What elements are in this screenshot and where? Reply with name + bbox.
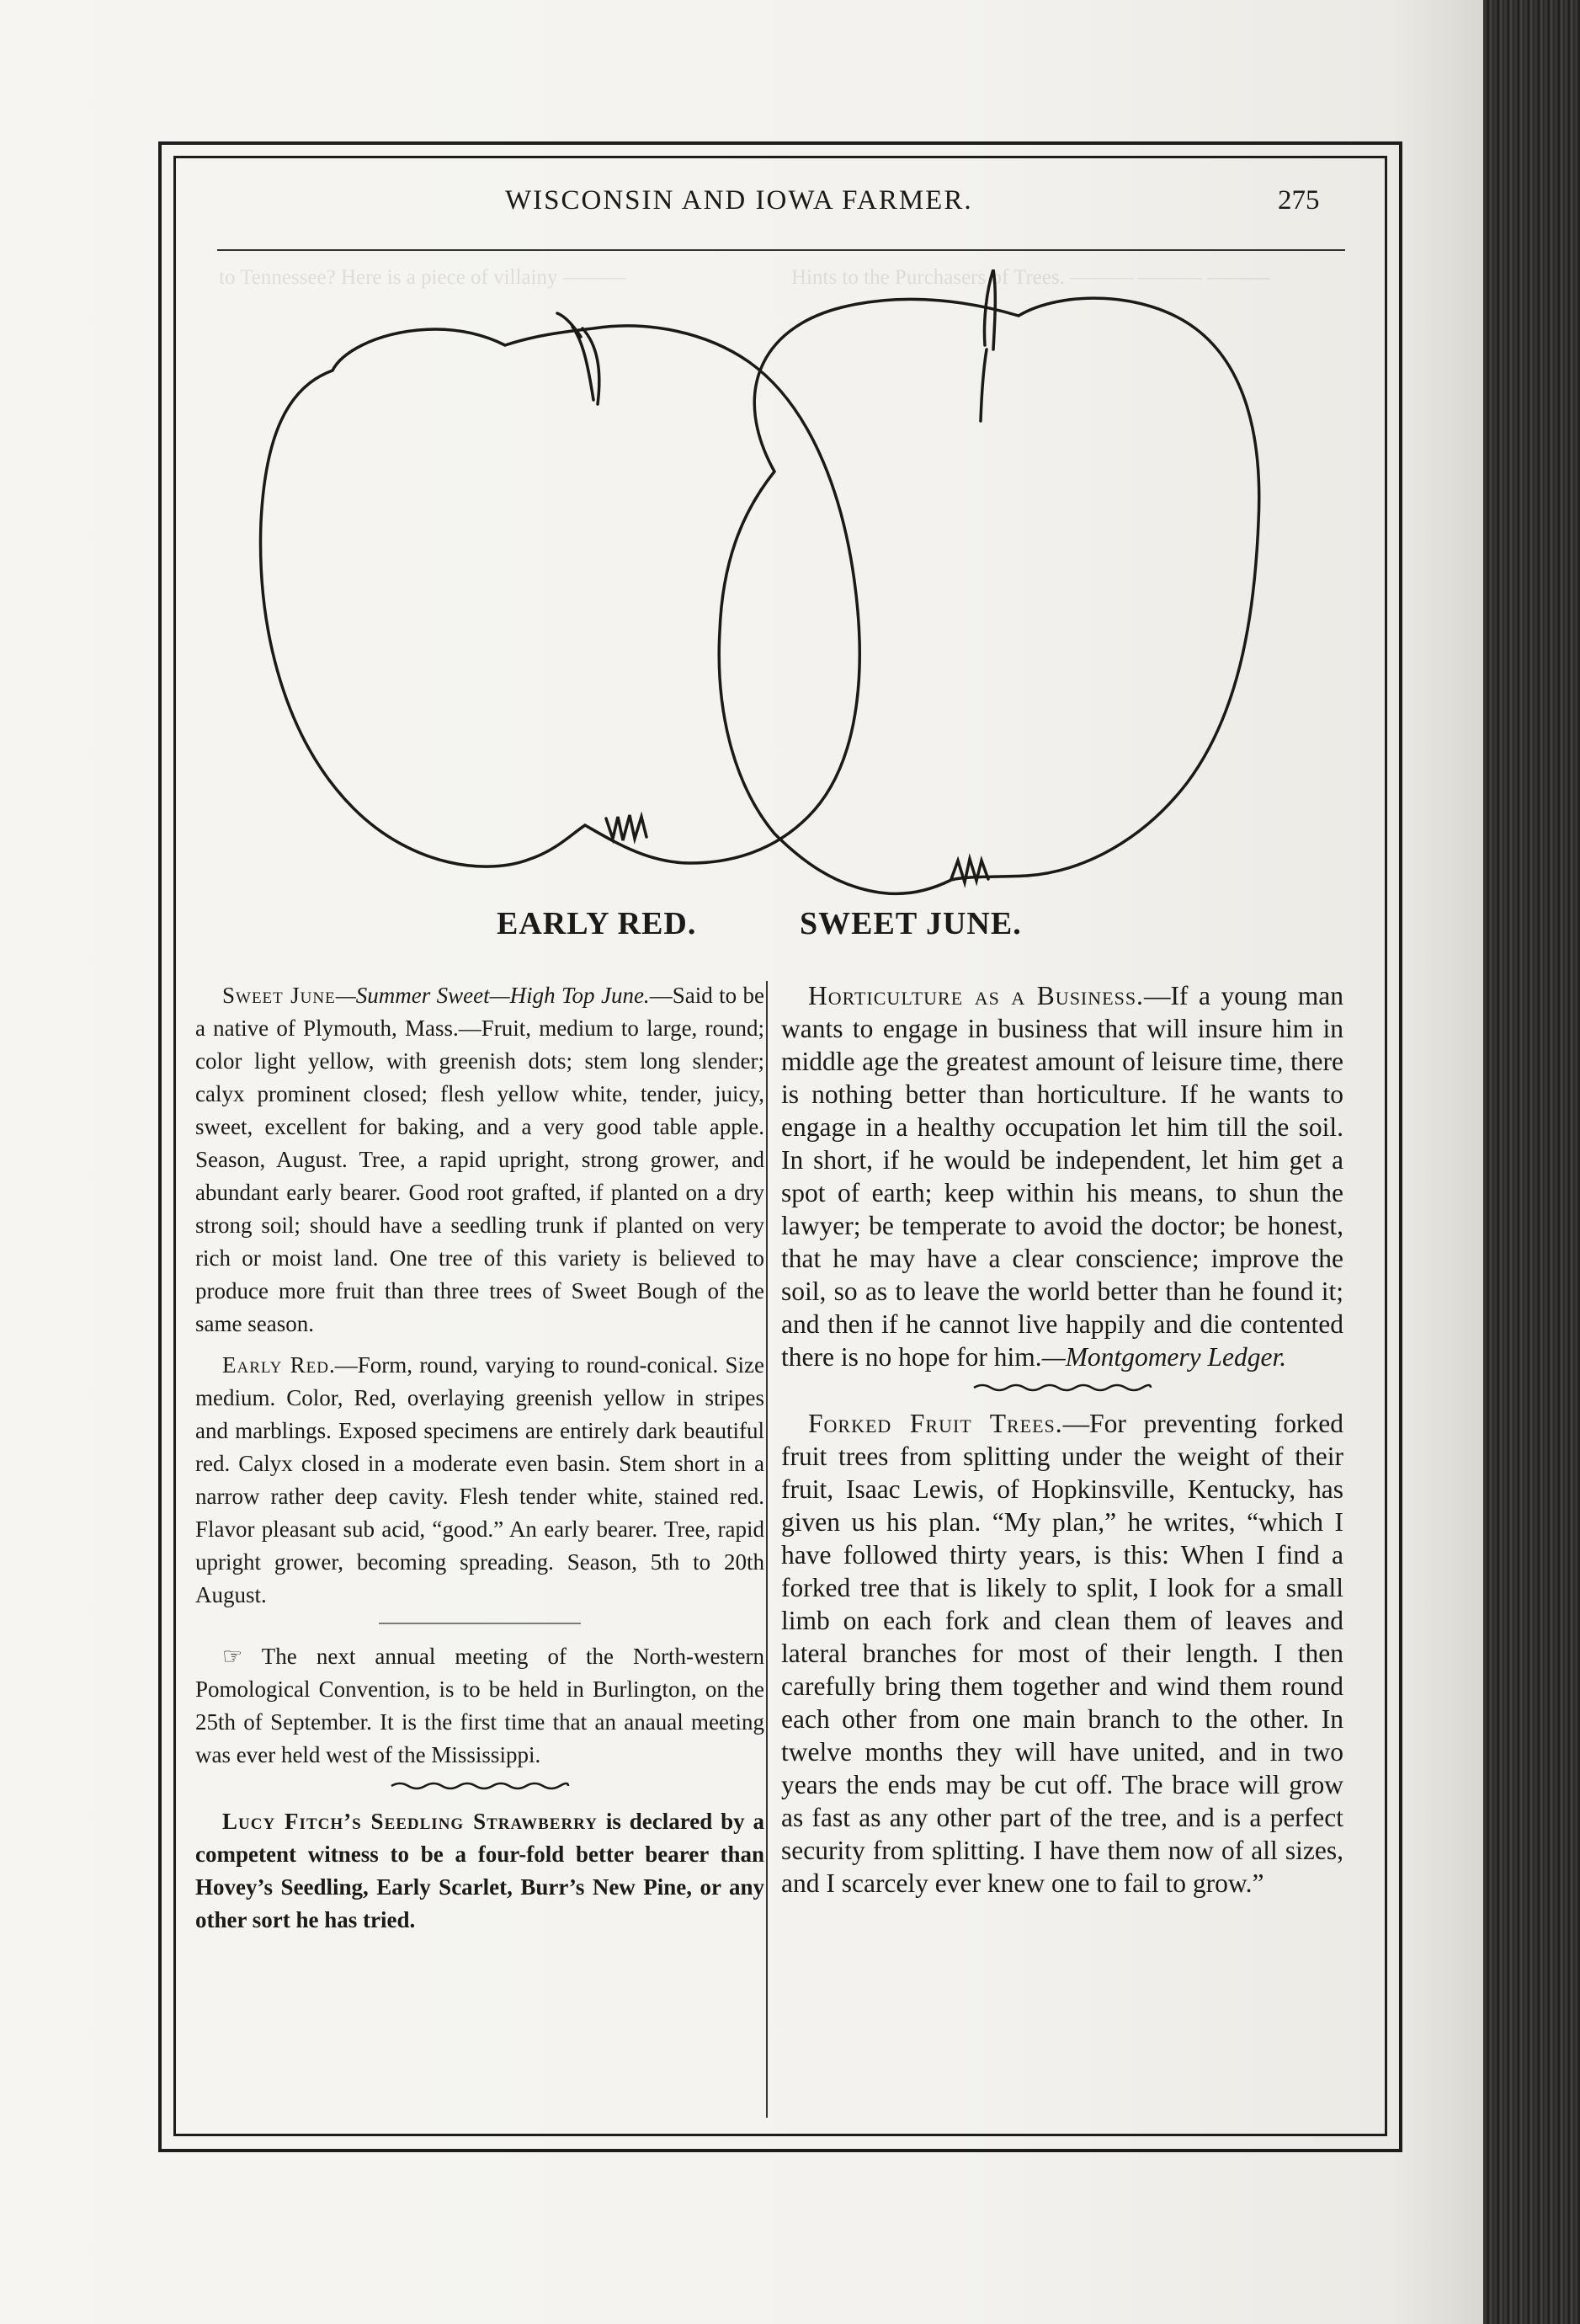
sweet-june-synonyms: —Summer Sweet—High Top June. [335,983,650,1008]
caption-early-red: EARLY RED. [497,906,697,941]
page-number: 275 [1278,185,1320,216]
wavy-divider [387,1780,572,1792]
forked-trees-lead: Forked Fruit Trees. [808,1409,1063,1438]
running-title: WISCONSIN AND IOWA FARMER. [505,185,973,216]
sweet-june-lead: Sweet June [222,983,336,1008]
early-red-calyx [606,815,646,840]
forked-trees-paragraph [781,1407,1343,1900]
strawberry-body: is declared by a competent witness to be a four-fold better bearer than Hovey’s Seedling, Early Scarlet, Burr’s New Pine, or any other sort he has tried. [195,1809,764,1932]
early-red-paragraph [195,1349,764,1612]
early-red-stem [557,313,593,400]
early-red-apple-outline [261,326,860,866]
forked-trees-body: —For preventing forked fruit trees from splitting under the weight of their fruit, Isaac Lewis, of Hopkinsville, Kentucky, has given us his plan. “My plan,” he writes, “which I have followed thirty years, is this: When I find a forked tree that is likely to split, I look for a small limb on each fork and clean them of leaves and lateral branches for most of their length. I then carefully bring them together and wind them round each other from one main branch to the other. In twelve months they will have united, and in two years the ends may be cut off. The brace will grow as fast as any other part of the tree, and is a perfect security from splitting. I have them now of all sizes, and I scarcely ever knew one to fail to grow.” [781,1409,1343,1898]
caption-sweet-june: SWEET JUNE. [800,906,1022,941]
book-spine [1483,0,1580,2324]
strawberry-lead: Lucy Fitch’s Seedling Strawberry [222,1809,598,1834]
horticulture-paragraph [781,979,1343,1373]
sweet-june-body: —Said to be a native of Plymouth, Mass.—Fruit, medium to large, round; color light yellow, with greenish dots; stem long slender; calyx prominent closed; flesh yellow white, tender, juicy, sweet, excellent for baking, and a very good table apple. Season, August. Tree, a rapid upright, strong grower, and abundant early bearer. Good root grafted, if planted on a dry strong soil; should have a seedling trunk if planted on very rich or moist land. One tree of this variety is believed to produce more fruit than three trees of Sweet Bough of the same season. [195,983,764,1336]
sweet-june-stem [981,269,995,421]
notice-body: The next annual meeting of the North-western Pomological Convention, is to be held in Burlington, on the 25th of September. It is the first time that an anaual meeting was ever held west of the Mississippi. [195,1644,764,1767]
sweet-june-paragraph [195,979,764,1341]
sweet-june-apple-outline [719,298,1258,893]
horticulture-source: —Montgomery Ledger. [1041,1342,1287,1372]
thin-rule-divider [370,1620,589,1627]
horticulture-body: —If a young man wants to engage in business that will insure him in middle age the greatest amount of leisure time, there is nothing better than horticulture. If he wants to engage in a healthy occupation let him till the soil. In short, if he would be independent, let him get a spot of earth; keep within his means, to shun the lawyer; be temperate to avoid the doctor; be honest, that he may have a clear conscience; improve the soil, so as to leave the world better than he found it; and then if he cannot live happily and die contented there is no hope for him. [781,981,1343,1372]
header-rule [217,249,1345,251]
pointing-hand-icon: ☞ [222,1644,243,1670]
column-rule [766,981,768,2118]
horticulture-lead: Horticulture as a Business. [808,981,1144,1010]
early-red-lead: Early Red [222,1352,329,1378]
early-red-body: .—Form, round, varying to round-conical. Size medium. Color, Red, overlaying greenish yellow in stripes and marblings. Exposed specimens are entirely dark beautiful red. Calyx closed in a moderate even basin. Stem short in a narrow rather deep cavity. Flesh tender white, stained red. Flavor pleasant sub acid, “good.” An early bearer. Tree, rapid upright grower, becoming spreading. Season, 5th to 20th August. [195,1352,764,1607]
notice-paragraph [195,1640,764,1772]
right-column [781,979,1343,1908]
strawberry-paragraph [195,1805,764,1937]
wavy-divider-right [970,1382,1155,1394]
apple-illustration [253,269,1372,918]
left-column [195,979,764,1945]
